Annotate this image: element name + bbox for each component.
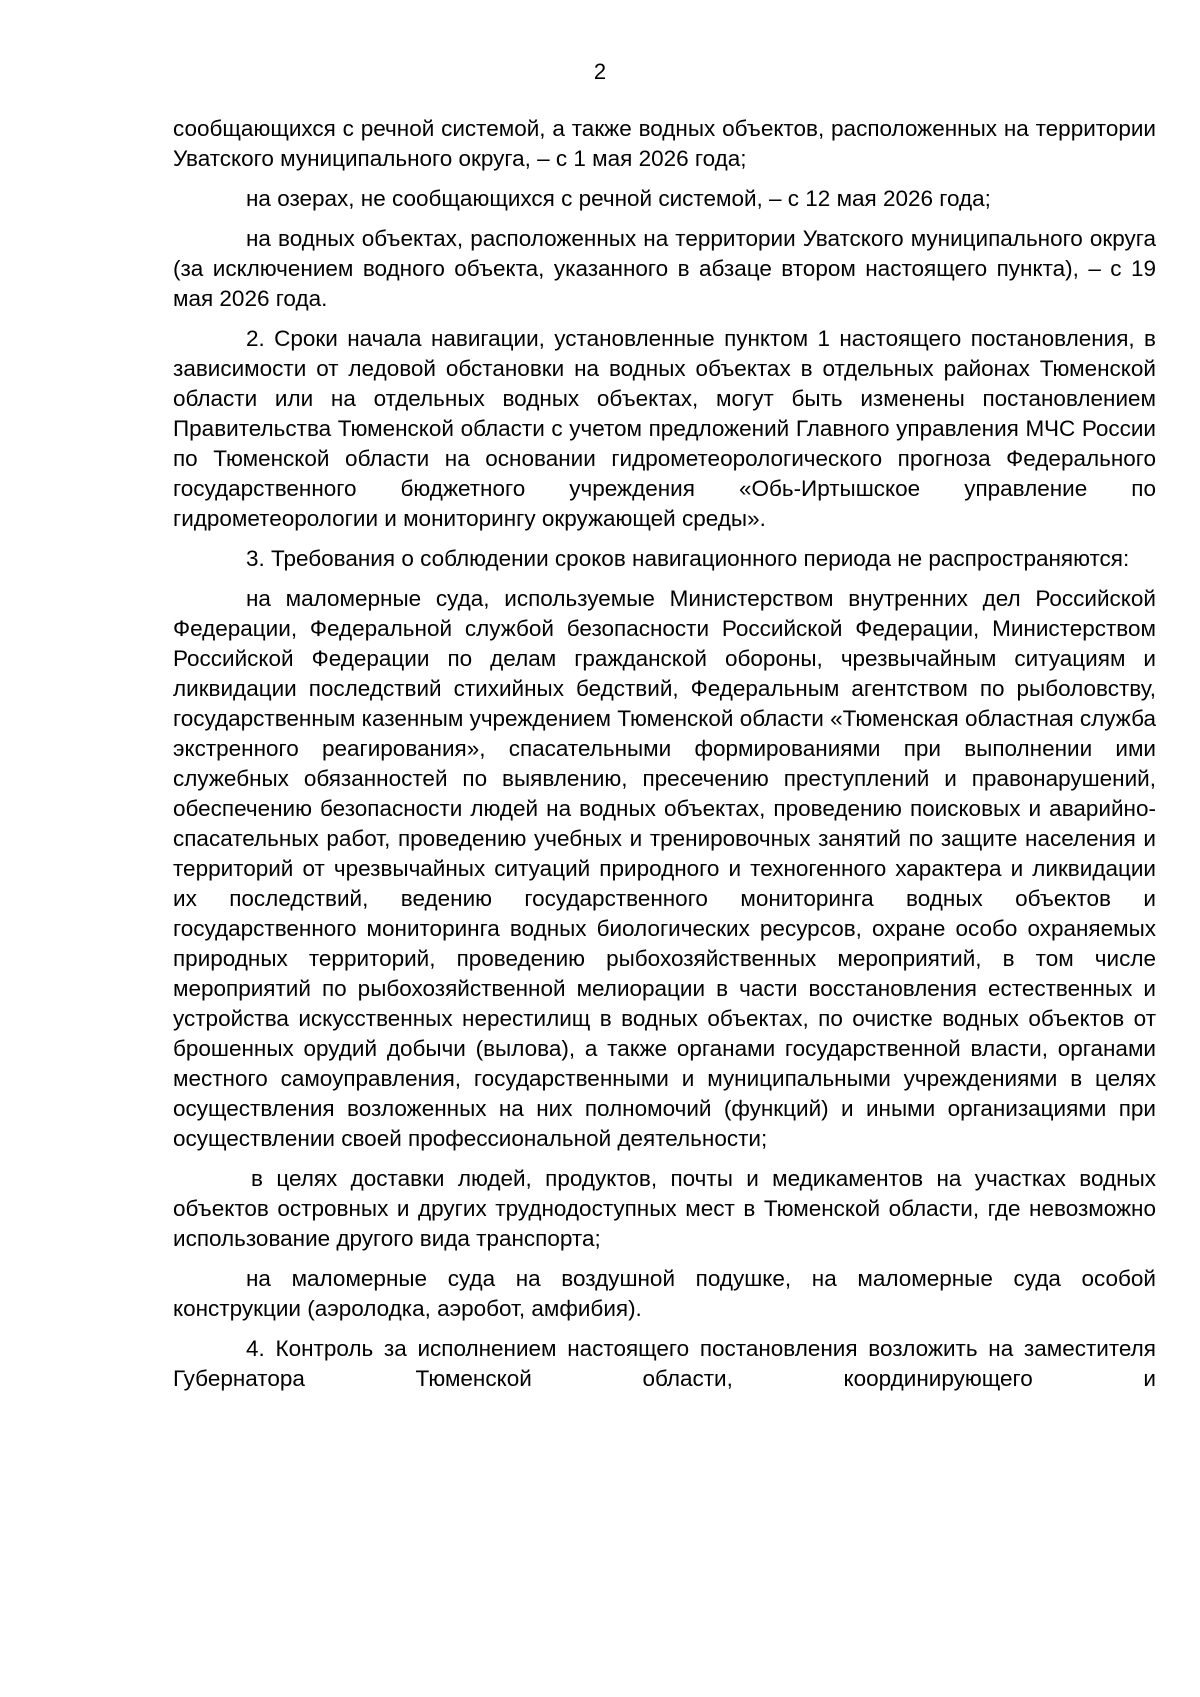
paragraph-lakes: на озерах, не сообщающихся с речной системой, – с 12 мая 2026 года;	[246, 186, 991, 211]
paragraph-hovercraft: на маломерные суда на воздушной подушке, на маломерные суда особой конструкции (аэролодка, аэробот, амфибия).	[173, 1266, 1156, 1321]
paragraph-continuation: сообщающихся с речной системой, а также водных объектов, расположенных на территории Уватского муниципального округа, – с 1 мая 2026 года;	[173, 116, 1156, 171]
paragraph-delivery: в целях доставки людей, продуктов, почты и медикаментов на участках водных объектов островных и других труднодоступных мест в Тюменской области, где невозможно использование другого вида транспорта;	[173, 1166, 1156, 1251]
paragraph-small-vessels: на маломерные суда, используемые Министерством внутренних дел Российской Федерации, Федеральной службой безопасности Российской Федерации, Министерством Российской Федерации по делам гражданской обороны, чрезвычайным ситуациям и ликвидации последствий стихийных бедствий, Федеральным агентством по рыболовству, государственным казенным учреждением Тюменской области «Тюменская областная служба экстренного реагирования», спасательными формированиями при выполнении ими служебных обязанностей по выявлению, пресечению преступлений и правонарушений, обеспечению безопасности людей на водных объектах, проведению поисковых и аварийно-спасательных работ, проведению учебных и тренировочных занятий по защите населения и территорий от чрезвычайных ситуаций природного и техногенного характера и ликвидации их последствий, ведению государственного мониторинга водных объектов и государственного мониторинга водных биологических ресурсов, охране особо охраняемых природных территорий, проведению рыбохозяйственных мероприятий, в том числе мероприятий по рыбохозяйственной мелиорации в части восстановления естественных и устройства искусственных нерестилищ в водных объектах, по очистке водных объектов от брошенных орудий добычи (вылова), а также органами государственной власти, органами местного самоуправления, государственными и муниципальными учреждениями в целях осуществления возложенных на них полномочий (функций) и иными организациями при осуществлении своей профессиональной деятельности;	[173, 586, 1156, 1151]
document-body	[173, 114, 1156, 1394]
paragraph-item-3: 3. Требования о соблюдении сроков навигационного периода не распространяются:	[246, 546, 1130, 571]
paragraph-uvat-objects: на водных объектах, расположенных на территории Уватского муниципального округа (за исключением водного объекта, указанного в абзаце втором настоящего пункта), – с 19 мая 2026 года.	[173, 226, 1156, 311]
page-number: 2	[593, 59, 607, 84]
paragraph-item-2: 2. Сроки начала навигации, установленные пунктом 1 настоящего постановления, в зависимости от ледовой обстановки на водных объектах в отдельных районах Тюменской области или на отдельных водных объектах, могут быть изменены постановлением Правительства Тюменской области с учетом предложений Главного управления МЧС России по Тюменской области на основании гидрометеорологического прогноза Федерального государственного бюджетного учреждения «Обь-Иртышское управление по гидрометеорологии и мониторингу окружающей среды».	[173, 326, 1156, 531]
paragraph-item-4: 4. Контроль за исполнением настоящего постановления возложить на заместителя Губернатора Тюменской области, координирующего и	[173, 1336, 1156, 1391]
